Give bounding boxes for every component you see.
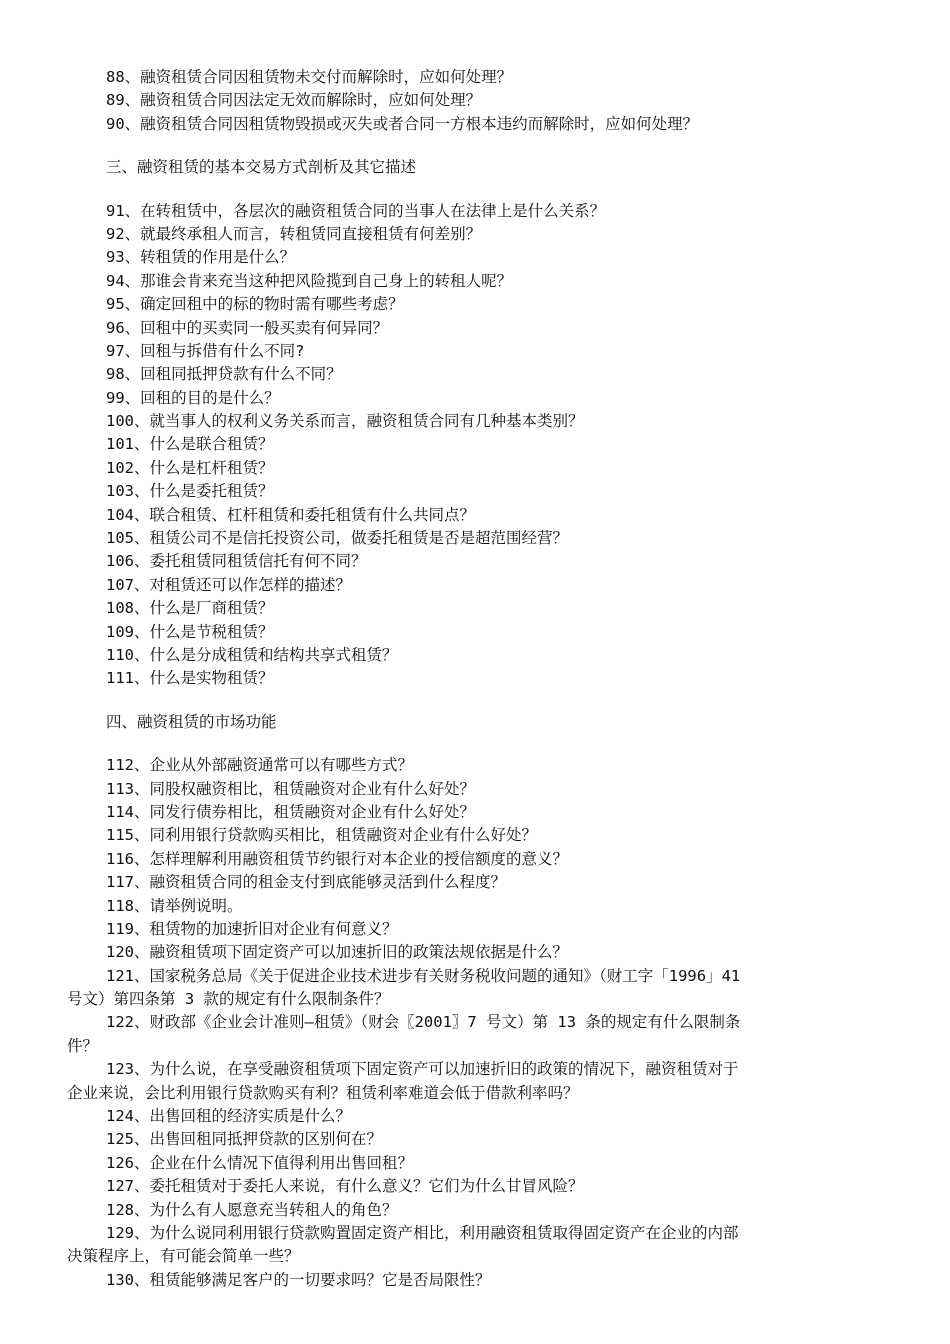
- question-item-123-line1: 123、为什么说，在享受融资租赁项下固定资产可以加速折旧的政策的情况下，融资租赁对于: [106, 1060, 739, 1079]
- question-item: 117、融资租赁合同的租金支付到底能够灵活到什么程度？: [106, 873, 506, 892]
- question-item: 107、对租赁还可以作怎样的描述？: [106, 575, 351, 594]
- question-item: 116、怎样理解利用融资租赁节约银行对本企业的授信额度的意义？: [106, 849, 568, 868]
- question-item: 94、那谁会肯来充当这种把风险揽到自己身上的转租人呢？: [106, 271, 513, 290]
- question-item: 96、回租中的买卖同一般买卖有何异同？: [106, 318, 389, 337]
- question-item: 120、融资租赁项下固定资产可以加速折旧的政策法规依据是什么？: [106, 943, 568, 962]
- question-item: 112、企业从外部融资通常可以有哪些方式？: [106, 756, 413, 775]
- question-item-121-line2: 号文）第四条第 3 款的规定有什么限制条件？: [67, 990, 390, 1009]
- question-item: 111、什么是实物租赁？: [106, 669, 274, 688]
- document-page: [0, 66, 950, 1292]
- question-item: 104、联合租赁、杠杆租赁和委托租赁有什么共同点？: [106, 505, 475, 524]
- question-item: 114、同发行债券相比，租赁融资对企业有什么好处？: [106, 802, 475, 821]
- question-item-122-line1: 122、财政部《企业会计准则—租赁》（财会〖2001〗7 号文）第 13 条的规定有什么限制条: [106, 1013, 741, 1032]
- question-item: 93、转租赁的作用是什么？: [106, 248, 296, 267]
- question-item: 119、租赁物的加速折旧对企业有何意义？: [106, 919, 398, 938]
- question-item: 124、出售回租的经济实质是什么？: [106, 1107, 351, 1126]
- question-list-a: [0, 66, 950, 136]
- question-item: 92、就最终承租人而言，转租赁同直接租赁有何差别？: [106, 224, 482, 243]
- question-item: 90、融资租赁合同因租赁物毁损或灭失或者合同一方根本违约而解除时，应如何处理？: [106, 114, 699, 133]
- question-item: 97、回租与拆借有什么不同?: [106, 341, 305, 360]
- question-item: 89、融资租赁合同因法定无效而解除时，应如何处理？: [106, 91, 482, 110]
- question-item-123-line2: 企业来说，会比利用银行贷款购买有利？租赁利率难道会低于借款利率吗？: [67, 1083, 579, 1102]
- question-item-129-line2: 决策程序上，有可能会简单一些？: [67, 1247, 300, 1266]
- question-item: 100、就当事人的权利义务关系而言，融资租赁合同有几种基本类别？: [106, 412, 584, 431]
- question-item: 106、委托租赁同租赁信托有何不同？: [106, 552, 367, 571]
- question-list-b: [0, 200, 950, 691]
- question-item-121-line1: 121、国家税务总局《关于促进企业技术进步有关财务税收问题的通知》（财工字「1996」41: [106, 966, 741, 985]
- question-item: 118、请举例说明。: [106, 896, 243, 915]
- question-item-122-line2: 件？: [67, 1036, 99, 1055]
- question-item: 125、出售回租同抵押贷款的区别何在？: [106, 1130, 382, 1149]
- question-item: 128、为什么有人愿意充当转租人的角色？: [106, 1200, 398, 1219]
- question-item-129-line1: 129、为什么说同利用银行贷款购置固定资产相比，利用融资租赁取得固定资产在企业的内部: [106, 1223, 739, 1242]
- question-item: 130、租赁能够满足客户的一切要求吗？它是否局限性？: [106, 1270, 491, 1289]
- question-item: 103、什么是委托租赁？: [106, 482, 274, 501]
- question-item: 95、确定回租中的标的物时需有哪些考虑？: [106, 295, 404, 314]
- question-item: 105、租赁公司不是信托投资公司，做委托租赁是否是超范围经营？: [106, 529, 568, 548]
- question-item: 110、什么是分成租赁和结构共享式租赁？: [106, 645, 398, 664]
- question-item: 99、回租的目的是什么？: [106, 388, 280, 407]
- question-item: 108、什么是厂商租赁？: [106, 599, 274, 618]
- question-item: 101、什么是联合租赁？: [106, 435, 274, 454]
- question-item: 126、企业在什么情况下值得利用出售回租？: [106, 1153, 413, 1172]
- section-heading-4: 四、融资租赁的市场功能: [106, 712, 277, 731]
- question-item: 98、回租同抵押贷款有什么不同？: [106, 365, 342, 384]
- section-heading-3: 三、融资租赁的基本交易方式剖析及其它描述: [106, 158, 417, 177]
- question-item: 109、什么是节税租赁？: [106, 622, 274, 641]
- question-item: 127、委托租赁对于委托人来说，有什么意义？它们为什么甘冒风险？: [106, 1177, 584, 1196]
- question-item: 115、同利用银行贷款购买相比，租赁融资对企业有什么好处？: [106, 826, 537, 845]
- question-item: 102、什么是杠杆租赁？: [106, 458, 274, 477]
- question-item: 113、同股权融资相比，租赁融资对企业有什么好处？: [106, 779, 475, 798]
- question-list-c: [0, 754, 950, 1292]
- question-item: 88、融资租赁合同因租赁物未交付而解除时，应如何处理？: [106, 68, 513, 86]
- question-item: 91、在转租赁中，各层次的融资租赁合同的当事人在法律上是什么关系？: [106, 201, 606, 220]
